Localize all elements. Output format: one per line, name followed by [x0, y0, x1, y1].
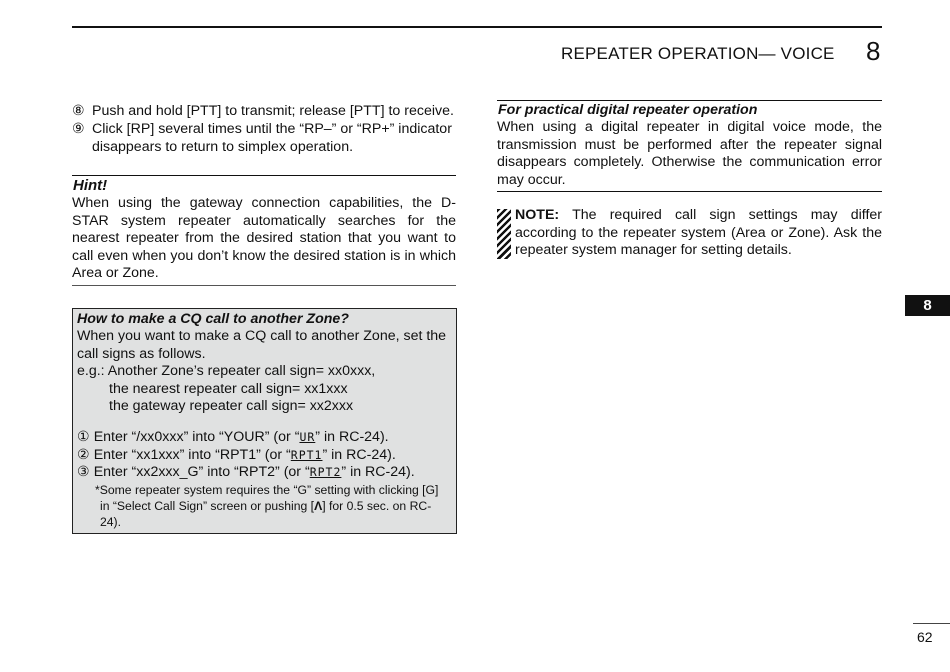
section-bottom-rule [497, 191, 882, 192]
section-title: For practical digital repeater operation [498, 102, 758, 118]
step-text: Click [RP] several times until the “RP–” or “RP+” indicator [92, 121, 452, 137]
cq-box-example-line-1: e.g.: Another Zone’s repeater call sign= xx0xxx, [77, 363, 376, 379]
step-text-end: ” in RC-24). [322, 447, 396, 463]
cq-box-intro-line-1: When you want to make a CQ call to another Zone, set the [77, 328, 447, 344]
step-number: ③ [77, 464, 90, 480]
step-number: ② [77, 447, 90, 463]
cq-step-1 [77, 429, 389, 445]
section-top-rule [497, 100, 882, 101]
step-number: ① [77, 429, 90, 445]
cq-step-2 [77, 447, 396, 463]
lcd-call-sign-label: UR [299, 430, 316, 444]
cq-call-info-box [72, 308, 457, 534]
cq-box-title: How to make a CQ call to another Zone? [77, 311, 349, 327]
page-number: 62 [917, 629, 933, 645]
note-body: The required call sign settings may differ according to the repeater system (Area or Zone). Ask the repeater system manager for setting details. [515, 207, 882, 259]
note-paragraph [515, 207, 882, 260]
step-text: Enter “xx2xxx_G” into “RPT2” (or “ [93, 464, 310, 480]
cq-footnote-line-3: 24). [100, 515, 122, 529]
cq-box-example-line-3: the gateway repeater call sign= xx2xxx [109, 398, 354, 414]
step-text: Enter “/xx0xxx” into “YOUR” (or “ [93, 429, 300, 445]
footer-rule [913, 623, 950, 624]
cq-box-intro-line-2: call signs as follows. [77, 346, 206, 362]
footnote-text: in “Select Call Sign” screen or pushing [ [100, 499, 315, 513]
lcd-call-sign-label: RPT1 [290, 448, 323, 462]
note-hatch-icon [497, 209, 511, 259]
hint-top-rule [72, 175, 456, 176]
step-number: ⑨ [72, 121, 85, 137]
hint-bottom-rule [72, 285, 456, 286]
step-text-end: ” in RC-24). [315, 429, 389, 445]
page-section-title: REPEATER OPERATION— VOICE [561, 44, 835, 63]
cq-footnote-line-1: *Some repeater system requires the “G” setting with clicking [G] [95, 483, 439, 497]
hint-title: Hint! [73, 177, 108, 194]
chapter-number: 8 [866, 36, 881, 66]
up-arrow-key-icon: Λ [314, 499, 323, 513]
footnote-text-end: ] for 0.5 sec. on RC- [322, 499, 432, 513]
header-rule [72, 26, 882, 28]
chapter-tab: 8 [905, 295, 950, 316]
hint-body: When using the gateway connection capabilities, the D-STAR system repeater automatically searches for the nearest repeater from the desired station that you want to call even when you don’t know the desired station is in which Area or Zone. [72, 195, 456, 282]
step-number: ⑧ [72, 103, 85, 119]
step-text: Push and hold [PTT] to transmit; release [PTT] to receive. [92, 103, 454, 119]
step-text-end: ” in RC-24). [341, 464, 415, 480]
section-body: When using a digital repeater in digital voice mode, the transmission must be performed after the repeater signal disappears completely. Otherwise the communication error may occur. [497, 119, 882, 188]
lcd-call-sign-label: RPT2 [309, 465, 342, 479]
step-text: Enter “xx1xxx” into “RPT1” (or “ [93, 447, 291, 463]
cq-footnote-line-2 [100, 498, 431, 514]
cq-box-example-line-2: the nearest repeater call sign= xx1xxx [109, 381, 348, 397]
cq-step-3 [77, 464, 415, 480]
note-label: NOTE: [515, 207, 560, 223]
step-text-continued: disappears to return to simplex operation. [92, 138, 354, 155]
